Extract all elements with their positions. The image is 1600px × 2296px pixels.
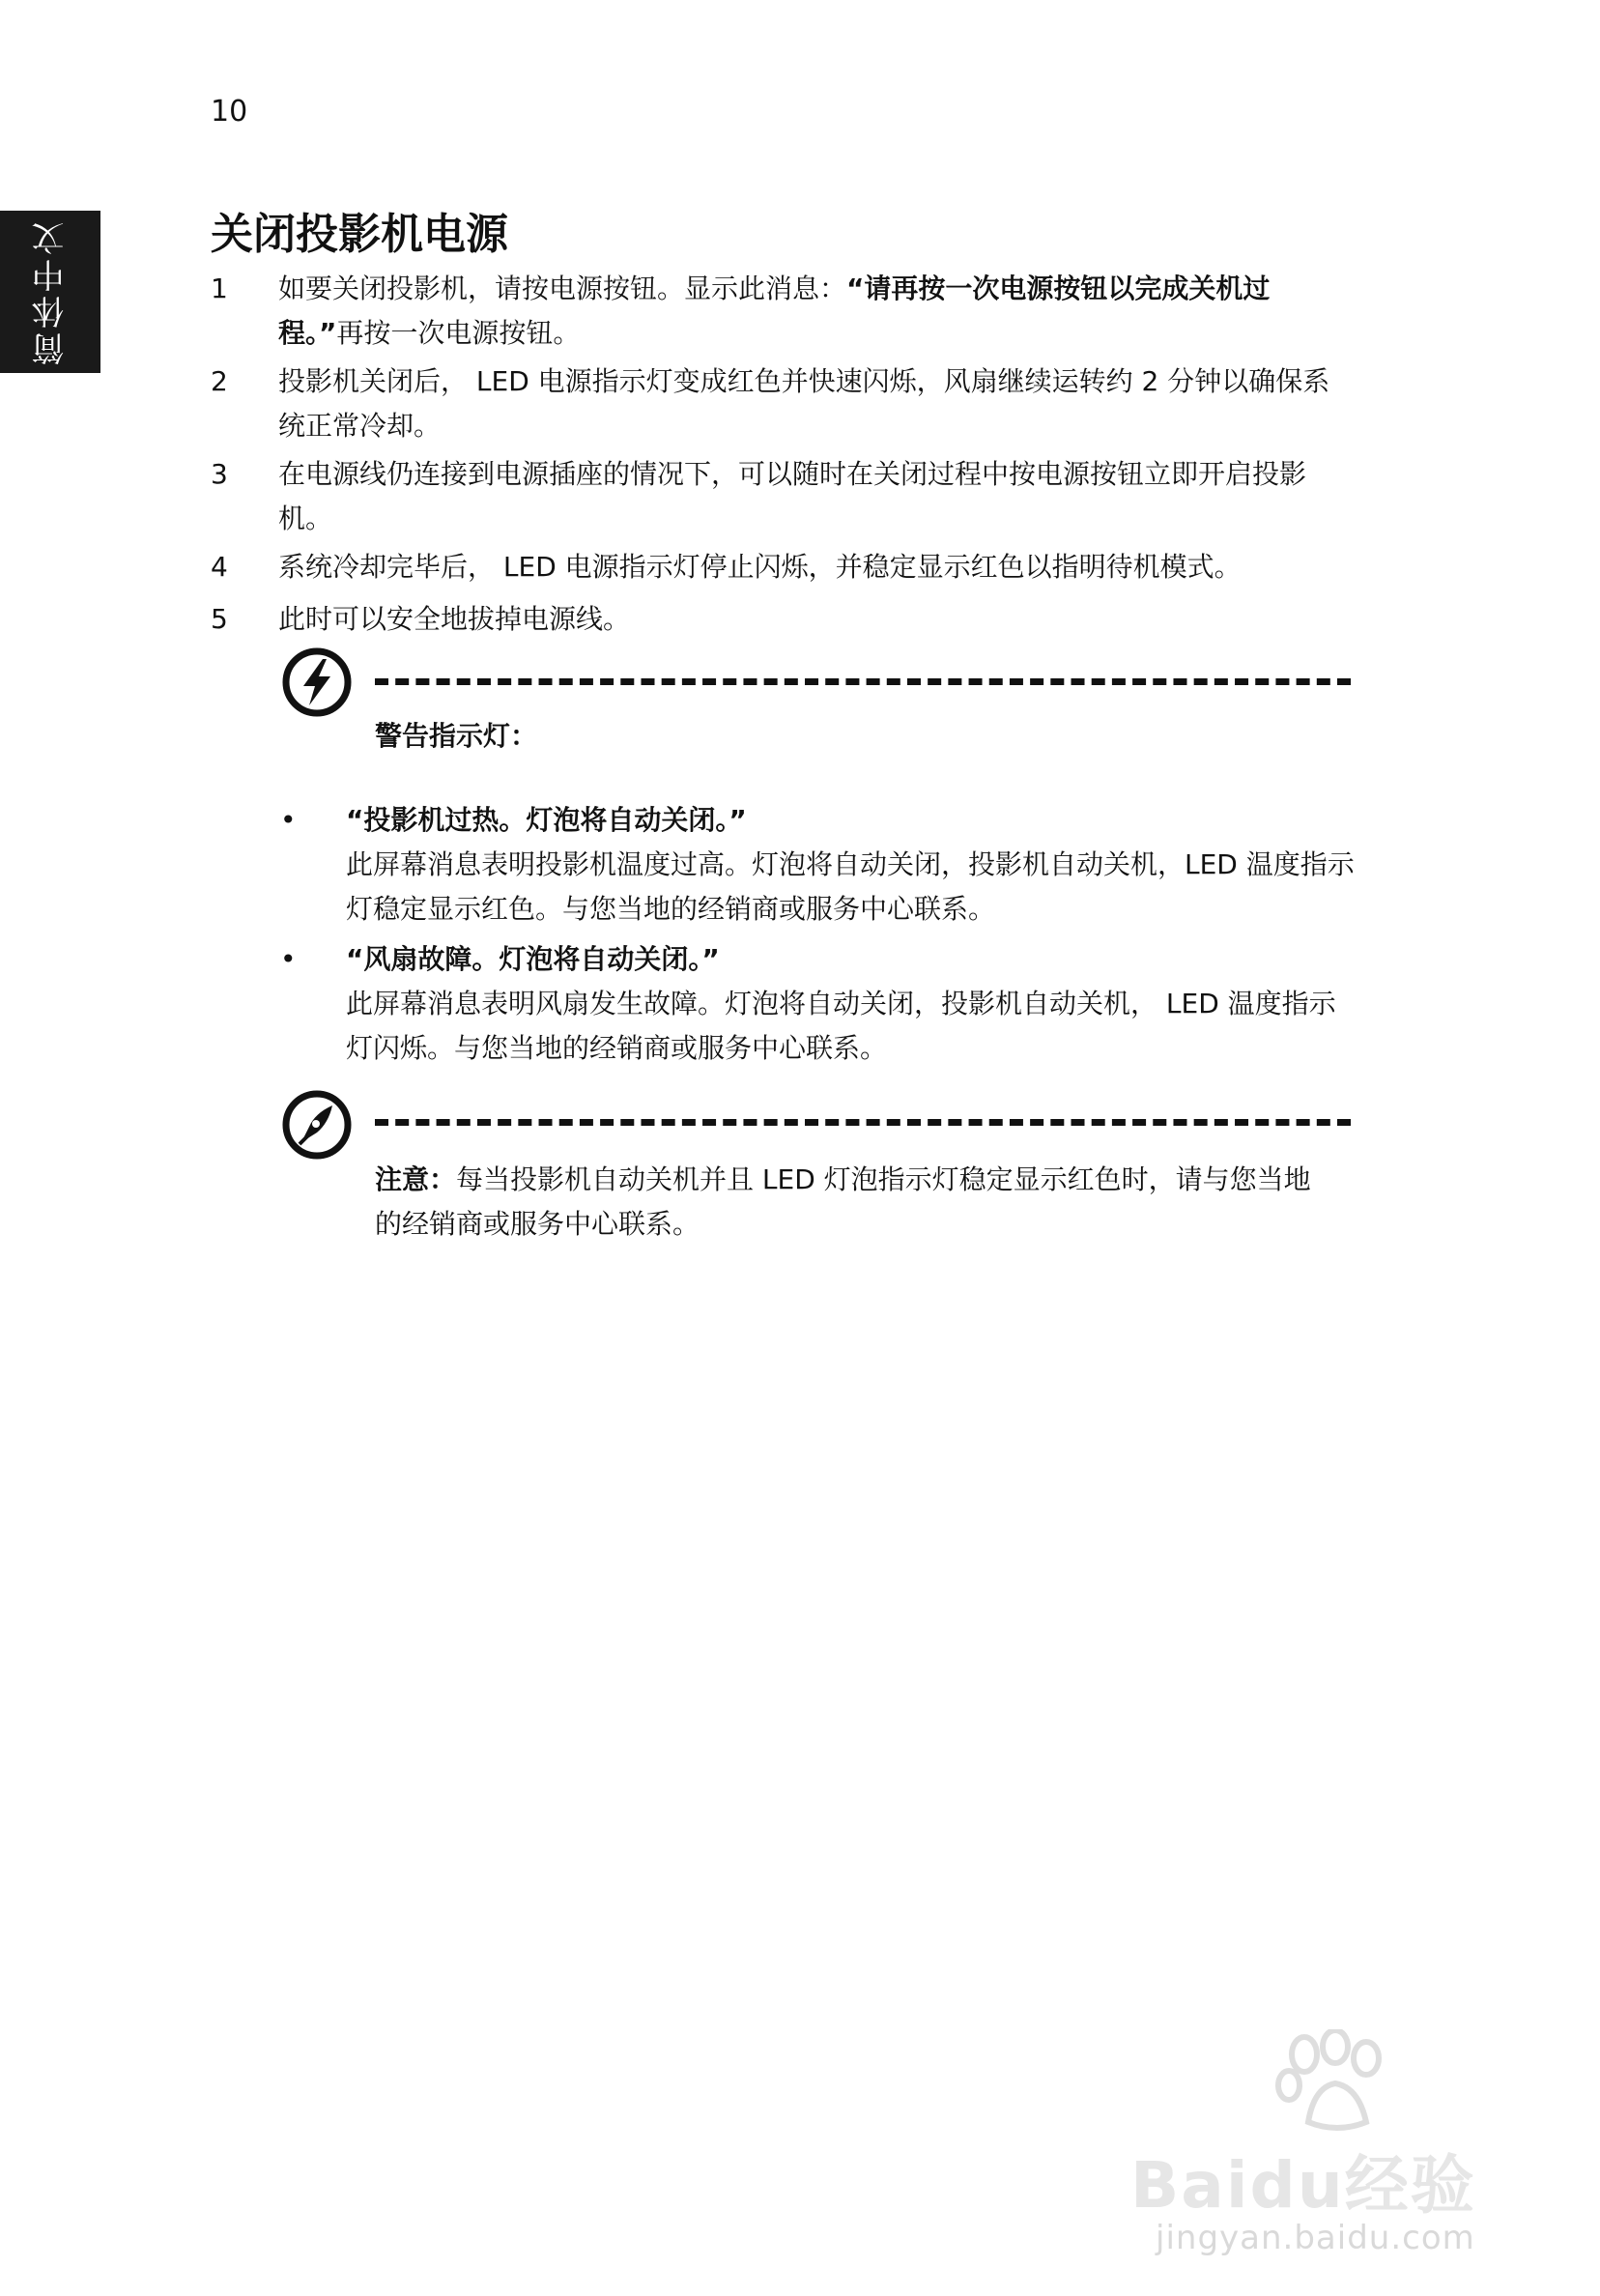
language-side-tab bbox=[0, 211, 100, 373]
bullet-mark: • bbox=[280, 943, 297, 975]
watermark-url: jingyan.baidu.com bbox=[1156, 2219, 1475, 2257]
step-text: 系统冷却完毕后， LED 电源指示灯停止闪烁，并稳定显示红色以指明待机模式。 bbox=[278, 551, 1242, 583]
step-text: 此时可以安全地拔掉电源线。 bbox=[278, 603, 631, 635]
step-item bbox=[211, 359, 1351, 448]
warning-item bbox=[280, 937, 1362, 1071]
section-title: 关闭投影机电源 bbox=[211, 210, 508, 259]
baidu-paw-icon bbox=[1266, 2029, 1401, 2136]
warning-lightning-icon bbox=[280, 646, 354, 719]
step-text: 投影机关闭后， LED 电源指示灯变成红色并快速闪烁，风扇继续运转约 2 分钟以确保系统正常冷却。 bbox=[278, 365, 1330, 442]
step-text: 如要关闭投影机，请按电源按钮。显示此消息：“请再按一次电源按钮以完成关机过程。”再按一次电源按钮。 bbox=[278, 273, 1271, 349]
watermark-logo-text: Baidu经验 bbox=[1130, 2148, 1476, 2223]
step-item bbox=[211, 597, 1351, 642]
step-text: 在电源线仍连接到电源插座的情况下，可以随时在关闭过程中按电源按钮立即开启投影机。 bbox=[278, 458, 1307, 534]
step-item bbox=[211, 267, 1351, 356]
step-number: 1 bbox=[211, 273, 228, 304]
note-text: 注意：每当投影机自动关机并且 LED 灯泡指示灯稳定显示红色时，请与您当地的经销商或服务中心联系。 bbox=[375, 1163, 1311, 1240]
warning-item-text: 此屏幕消息表明投影机温度过高。灯泡将自动关闭，投影机自动关机，LED 温度指示灯稳定显示红色。与您当地的经销商或服务中心联系。 bbox=[346, 848, 1355, 925]
page-number: 10 bbox=[211, 95, 248, 129]
warning-item bbox=[280, 798, 1362, 932]
step-number: 4 bbox=[211, 551, 228, 583]
language-side-tab-label: 简体中文 bbox=[31, 218, 71, 365]
note-label: 注意： bbox=[375, 1163, 457, 1195]
bullet-mark: • bbox=[280, 804, 297, 836]
step-number: 3 bbox=[211, 458, 228, 490]
step-number: 5 bbox=[211, 603, 228, 635]
note-pen-icon bbox=[280, 1088, 354, 1162]
warning-item-title: “风扇故障。灯泡将自动关闭。” bbox=[346, 943, 720, 975]
step-number: 2 bbox=[211, 365, 228, 397]
warning-divider bbox=[375, 678, 1351, 685]
baidu-watermark bbox=[1130, 2029, 1507, 2261]
note-divider bbox=[375, 1119, 1351, 1126]
power-off-message: “请再按一次电源按钮以完成关机过程。” bbox=[278, 273, 1271, 349]
warning-heading: 警告指示灯： bbox=[375, 720, 538, 752]
warning-item-title: “投影机过热。灯泡将自动关闭。” bbox=[346, 804, 747, 836]
warning-item-text: 此屏幕消息表明风扇发生故障。灯泡将自动关闭，投影机自动关机， LED 温度指示灯闪烁。与您当地的经销商或服务中心联系。 bbox=[346, 988, 1336, 1064]
step-item bbox=[211, 545, 1351, 589]
step-item bbox=[211, 452, 1351, 541]
